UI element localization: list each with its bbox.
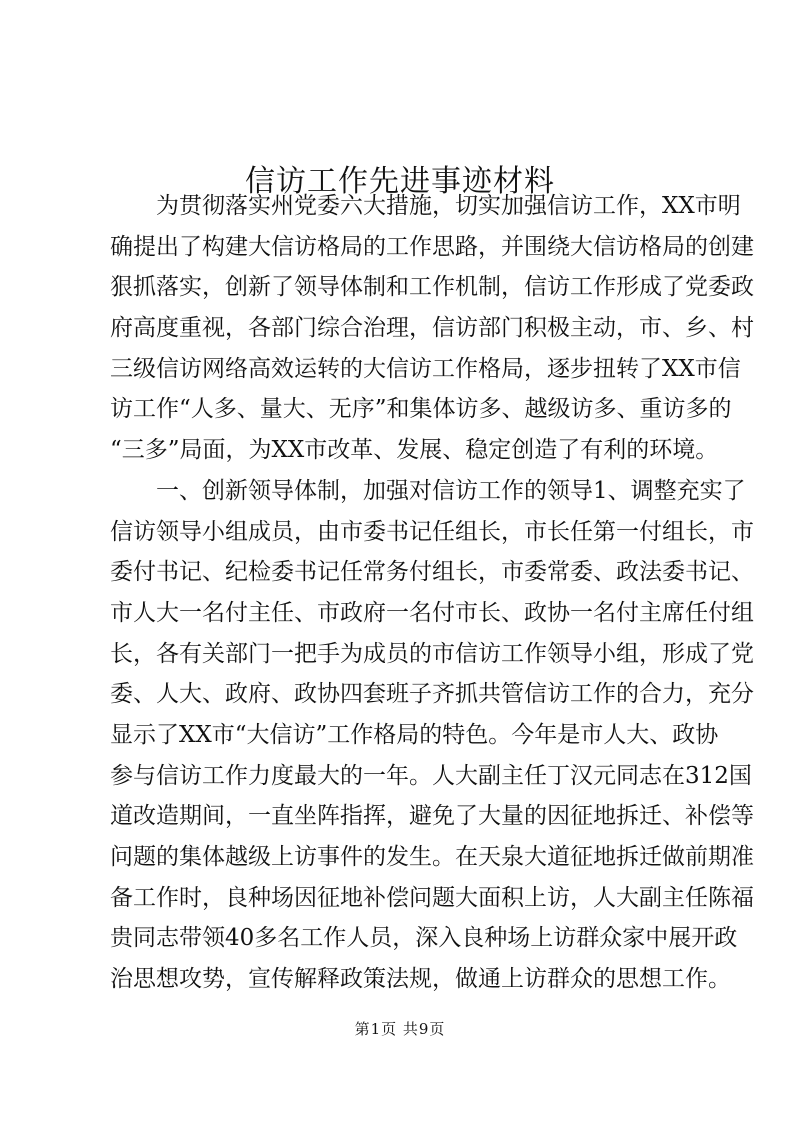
body-line: 一、创新领导体制，加强对信访工作的领导1、调整充实了 <box>110 477 746 504</box>
body-line: 市人大一名付主任、市政府一名付市长、政协一名付主席任付组 <box>110 599 754 626</box>
body-line: 信访领导小组成员，由市委书记任组长，市长任第一付组长，市 <box>110 518 754 545</box>
document-title: 信访工作先进事迹材料 <box>245 164 555 200</box>
body-line: 长，各有关部门一把手为成员的市信访工作领导小组，形成了党 <box>110 640 754 667</box>
body-line: 委付书记、纪检委书记任常务付组长，市委常委、政法委书记、 <box>110 559 754 586</box>
body-line: 备工作时，良种场因征地补偿问题大面积上访，人大副主任陈福 <box>110 884 754 911</box>
body-line: 显示了XX市“大信访”工作格局的特色。今年是市人大、政协 <box>110 721 719 748</box>
body-line: 访工作“人多、量大、无序”和集体访多、越级访多、重访多的 <box>110 396 732 423</box>
body-line: 问题的集体越级上访事件的发生。在天泉大道征地拆迁做前期准 <box>110 844 754 870</box>
document-body <box>110 186 754 1000</box>
body-line: 府高度重视，各部门综合治理，信访部门积极主动，市、乡、村 <box>110 315 754 342</box>
body-line: 参与信访工作力度最大的一年。人大副主任丁汉元同志在312国 <box>110 762 752 789</box>
page-footer: 第1页 共9页 <box>354 1020 446 1038</box>
body-line: 贵同志带领40多名工作人员，深入良种场上访群众家中展开政 <box>110 925 738 952</box>
body-line: 狠抓落实，创新了领导体制和工作机制，信访工作形成了党委政 <box>110 274 754 301</box>
body-line: 为贯彻落实州党委六大措施，切实加强信访工作，XX市明 <box>110 193 741 219</box>
body-line: 治思想攻势，宣传解释政策法规，做通上访群众的思想工作。 <box>110 966 731 993</box>
body-line: 三级信访网络高效运转的大信访工作格局，逐步扭转了XX市信 <box>110 355 741 382</box>
body-line: 委、人大、政府、政协四套班子齐抓共管信访工作的合力，充分 <box>110 681 754 708</box>
body-line: “三多”局面，为XX市改革、发展、稳定创造了有利的环境。 <box>110 437 719 464</box>
body-line: 道改造期间，一直坐阵指挥，避免了大量的因征地拆迁、补偿等 <box>110 803 754 830</box>
body-line: 确提出了构建大信访格局的工作思路，并围绕大信访格局的创建 <box>110 233 754 260</box>
